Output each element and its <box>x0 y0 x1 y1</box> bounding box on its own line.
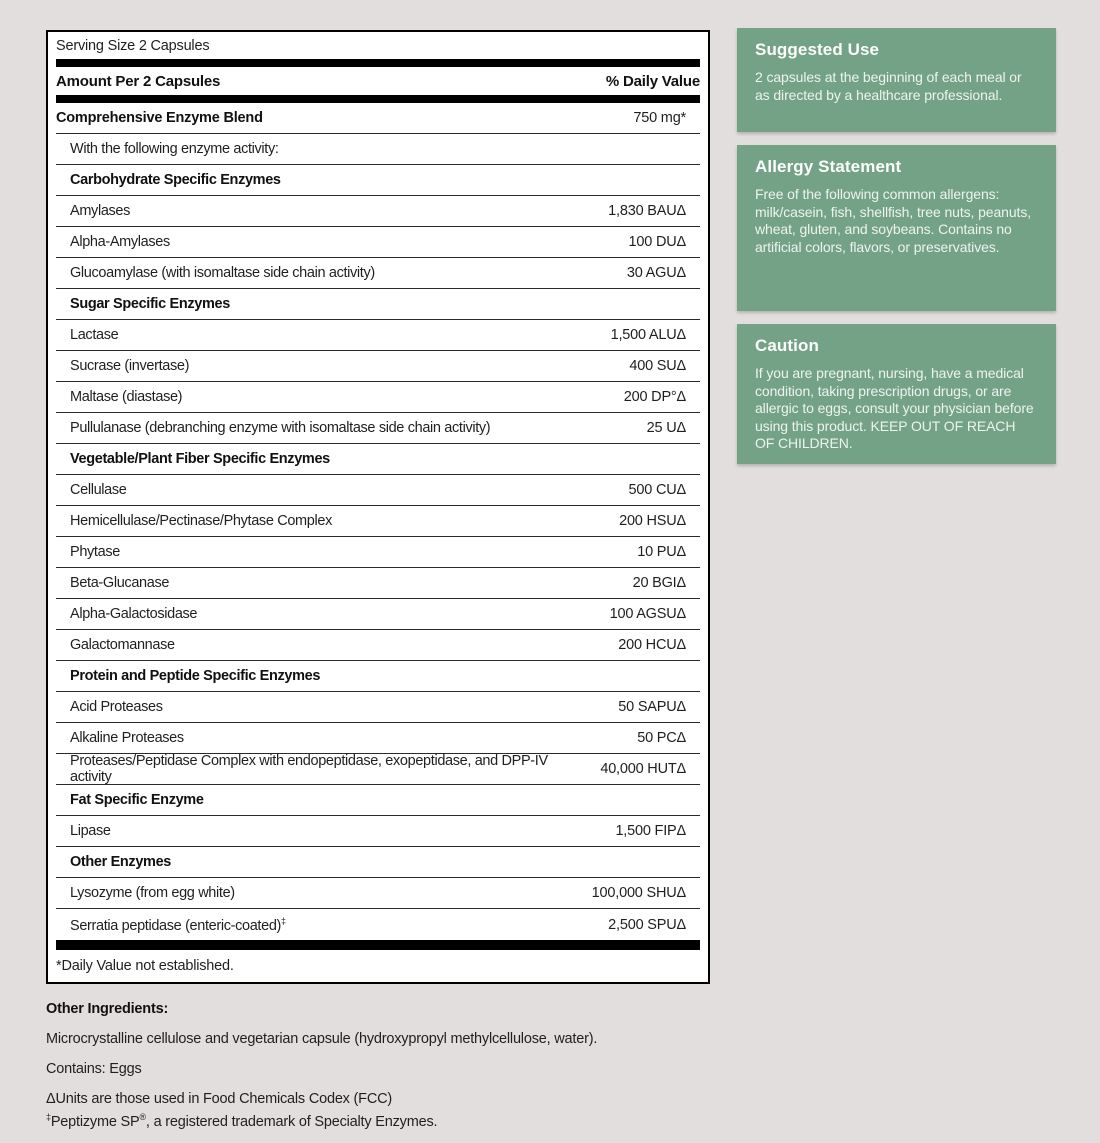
row-label: Lactase <box>70 327 119 343</box>
table-row <box>56 630 700 661</box>
table-row <box>56 754 700 785</box>
units-footnote: ΔUnits are those used in Food Chemicals Codex (FCC) <box>46 1091 393 1107</box>
table-row <box>56 320 700 351</box>
row-value: 20 BGIΔ <box>632 575 686 591</box>
table-row <box>56 258 700 289</box>
table-row <box>56 351 700 382</box>
table-row <box>56 909 700 940</box>
row-label: Lysozyme (from egg white) <box>70 885 235 901</box>
row-label: Hemicellulase/Pectinase/Phytase Complex <box>70 513 332 529</box>
double-dagger-symbol: ‡ <box>46 1112 51 1122</box>
daily-value-header: % Daily Value <box>605 72 700 90</box>
table-header <box>56 67 700 95</box>
trademark-name: Peptizyme SP <box>50 1113 140 1130</box>
row-label: Alpha-Amylases <box>70 234 170 250</box>
row-value: 200 HSUΔ <box>619 513 686 529</box>
info-boxes-column <box>737 28 1056 477</box>
table-row <box>56 413 700 444</box>
info-box <box>737 28 1056 132</box>
table-row <box>56 661 700 692</box>
table-row <box>56 692 700 723</box>
table-row <box>56 816 700 847</box>
trademark-rest: , a registered trademark of Specialty Enzymes. <box>145 1113 438 1130</box>
row-value: 100 AGSUΔ <box>609 606 686 622</box>
row-value: 500 CUΔ <box>628 482 686 498</box>
row-value: 1,500 ALUΔ <box>610 327 686 343</box>
row-label: Amylases <box>70 203 131 219</box>
row-label: Sucrase (invertase) <box>70 358 190 374</box>
row-label: Sugar Specific Enzymes <box>70 296 230 312</box>
table-row <box>56 475 700 506</box>
other-ingredients-text: Microcrystalline cellulose and vegetarian capsule (hydroxypropyl methylcellulose, water). <box>46 1031 598 1047</box>
bottom-section <box>46 1000 726 1131</box>
contains-statement: Contains: Eggs <box>46 1061 142 1077</box>
row-label: With the following enzyme activity: <box>70 141 279 157</box>
row-label: Maltase (diastase) <box>70 389 183 405</box>
table-row <box>56 568 700 599</box>
row-value: 100 DUΔ <box>628 234 686 250</box>
table-row <box>56 227 700 258</box>
row-value: 40,000 HUTΔ <box>600 761 686 777</box>
row-value: 2,500 SPUΔ <box>608 916 686 933</box>
row-label: Lipase <box>70 823 111 839</box>
row-value: 50 PCΔ <box>637 730 686 746</box>
info-box <box>737 145 1056 311</box>
table-row <box>56 506 700 537</box>
table-row <box>56 599 700 630</box>
info-box-title: Allergy Statement <box>755 157 902 176</box>
blend-name: Comprehensive Enzyme Blend <box>56 110 263 126</box>
table-row <box>56 165 700 196</box>
row-label: Phytase <box>70 544 120 560</box>
blend-row <box>56 103 700 134</box>
divider-bar-top <box>56 59 700 67</box>
row-label: Cellulase <box>70 482 127 498</box>
row-label: Beta-Glucanase <box>70 575 170 591</box>
row-label: Fat Specific Enzyme <box>70 792 204 808</box>
table-row <box>56 382 700 413</box>
row-value: 100,000 SHUΔ <box>591 885 686 901</box>
row-value: 10 PUΔ <box>637 544 686 560</box>
row-value: 25 UΔ <box>646 420 686 436</box>
trademark-footnote <box>46 1108 726 1131</box>
row-value: 30 AGUΔ <box>626 265 686 281</box>
table-row <box>56 196 700 227</box>
table-row <box>56 847 700 878</box>
row-label: Acid Proteases <box>70 699 163 715</box>
info-box-body: 2 capsules at the beginning of each meal or as directed by a healthcare professional. <box>755 69 1022 103</box>
table-row <box>56 878 700 909</box>
row-label: Glucoamylase (with isomaltase side chain activity) <box>70 265 375 281</box>
table-row <box>56 785 700 816</box>
daily-value-footnote: *Daily Value not established. <box>56 958 234 974</box>
serving-size: Serving Size 2 Capsules <box>56 37 210 54</box>
row-label: Other Enzymes <box>70 854 172 870</box>
other-ingredients-label: Other Ingredients: <box>46 1001 169 1017</box>
blend-amount: 750 mg* <box>633 110 686 126</box>
footnotes <box>46 1090 726 1131</box>
table-row <box>56 289 700 320</box>
divider-bar-bottom <box>56 940 700 950</box>
row-value: 1,500 FIPΔ <box>615 823 686 839</box>
info-box-body: If you are pregnant, nursing, have a medical condition, taking prescription drugs, or are allergic to eggs, consult your physician before using this product. KEEP OUT OF REACH OF CHILDREN. <box>755 365 1034 451</box>
table-row <box>56 444 700 475</box>
row-label: Pullulanase (debranching enzyme with isomaltase side chain activity) <box>70 420 491 436</box>
row-value: 400 SUΔ <box>629 358 686 374</box>
row-value: 1,830 BAUΔ <box>608 203 686 219</box>
table-row <box>56 723 700 754</box>
row-value: 50 SAPUΔ <box>618 699 686 715</box>
divider-bar-header <box>56 95 700 103</box>
registered-symbol: ® <box>139 1112 146 1122</box>
row-label: Serratia peptidase (enteric-coated)‡ <box>70 915 286 934</box>
row-label: Vegetable/Plant Fiber Specific Enzymes <box>70 451 330 467</box>
info-box-title: Caution <box>755 336 819 355</box>
row-label: Galactomannase <box>70 637 175 653</box>
info-box-title: Suggested Use <box>755 40 880 59</box>
row-label: Alkaline Proteases <box>70 730 184 746</box>
info-box <box>737 324 1056 464</box>
row-label: Proteases/Peptidase Complex with endopeptidase, exopeptidase, and DPP-IV activity <box>70 753 548 785</box>
row-label: Protein and Peptide Specific Enzymes <box>70 668 321 684</box>
row-label: Alpha-Galactosidase <box>70 606 198 622</box>
supplement-facts-table <box>46 30 710 984</box>
enzyme-rows <box>56 134 700 940</box>
row-value: 200 DP°Δ <box>623 389 686 405</box>
table-row <box>56 537 700 568</box>
info-box-body: Free of the following common allergens: milk/casein, fish, shellfish, tree nuts, peanuts, wheat, gluten, and soybeans. Contains no artificial colors, flavors, or preservatives. <box>755 186 1032 255</box>
row-label: Carbohydrate Specific Enzymes <box>70 172 281 188</box>
table-row <box>56 134 700 165</box>
row-value: 200 HCUΔ <box>618 637 686 653</box>
amount-per-header: Amount Per 2 Capsules <box>56 72 221 90</box>
